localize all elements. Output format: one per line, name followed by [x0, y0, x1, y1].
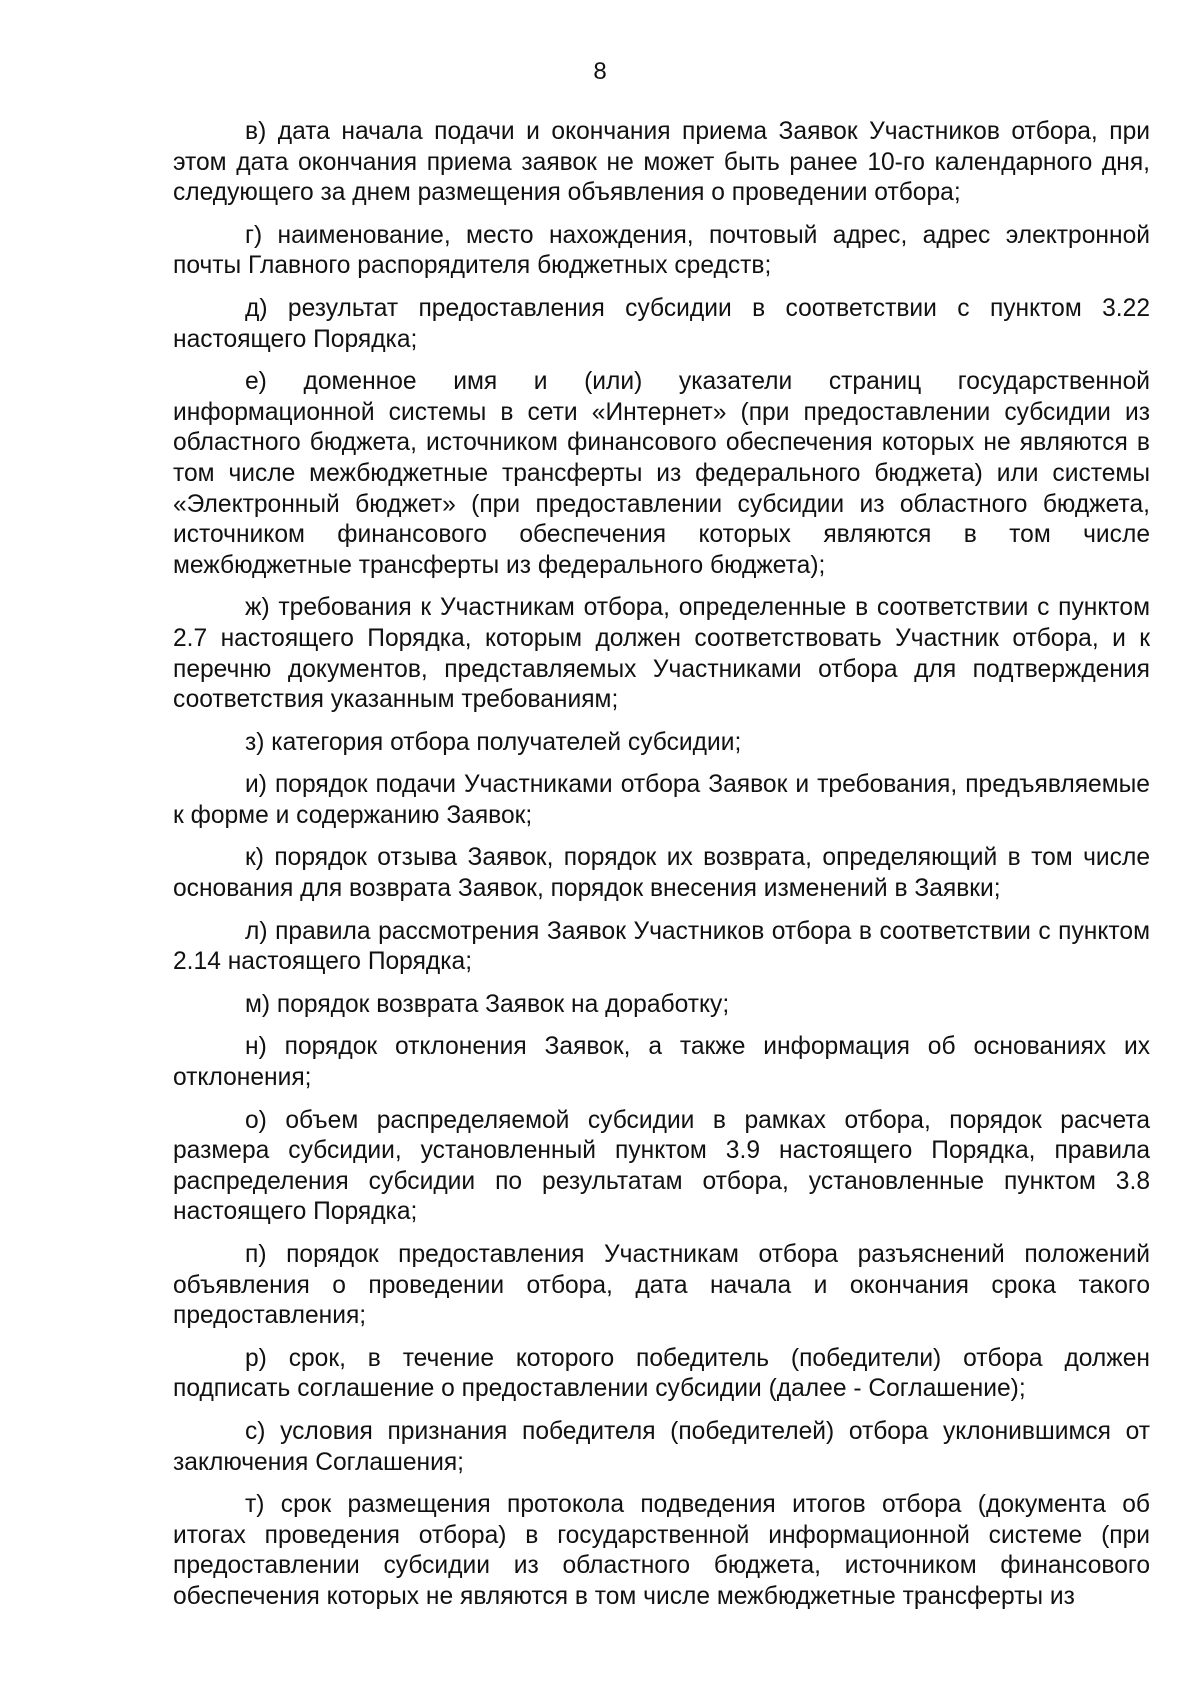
- paragraph-d: д) результат предоставления субсидии в соответствии с пунктом 3.22 настоящего Порядка;: [173, 294, 1150, 353]
- paragraph-e: е) доменное имя и (или) указатели страниц государственной информационной системы в сети «Интернет» (при предоставлении субсидии из областного бюджета, источником финансового обеспечения которых не являются в том числе межбюджетные трансферты из федерального бюджета) или системы «Электронный бюджет» (при предоставлении субсидии из областного бюджета, источником финансового обеспечения которых являются в том числе межбюджетные трансферты из федерального бюджета);: [173, 368, 1150, 579]
- paragraph-k: к) порядок отзыва Заявок, порядок их возврата, определяющий в том числе основания для возврата Заявок, порядок внесения изменений в Заявки;: [173, 844, 1150, 903]
- page-number: 8: [593, 58, 607, 85]
- document-body: [173, 117, 1150, 1625]
- paragraph-t: т) срок размещения протокола подведения итогов отбора (документа об итогах проведения отбора) в государственной информационной системе (при предоставлении субсидии из областного бюджета, источником финансового обеспечения которых не являются в том числе межбюджетные трансферты из: [173, 1491, 1150, 1610]
- paragraph-zh: ж) требования к Участникам отбора, определенные в соответствии с пунктом 2.7 настоящего Порядка, которым должен соответствовать Участник отбора, и к перечню документов, представляемых Участниками отбора для подтверждения соответствия указанным требованиям;: [173, 594, 1150, 714]
- paragraph-n: н) порядок отклонения Заявок, а также информация об основаниях их отклонения;: [173, 1033, 1150, 1092]
- paragraph-m: м) порядок возврата Заявок на доработку;: [245, 990, 730, 1018]
- paragraph-p: п) порядок предоставления Участникам отбора разъяснений положений объявления о проведении отбора, дата начала и окончания срока такого предоставления;: [173, 1241, 1150, 1330]
- paragraph-l: л) правила рассмотрения Заявок Участников отбора в соответствии с пунктом 2.14 настоящего Порядка;: [173, 917, 1150, 976]
- paragraph-i: и) порядок подачи Участниками отбора Заявок и требования, предъявляемые к форме и содержанию Заявок;: [173, 771, 1150, 829]
- paragraph-g: г) наименование, место нахождения, почтовый адрес, адрес электронной почты Главного распорядителя бюджетных средств;: [173, 221, 1150, 280]
- paragraph-s: с) условия признания победителя (победителей) отбора уклонившимся от заключения Соглашения;: [173, 1417, 1150, 1476]
- paragraph-v: в) дата начала подачи и окончания приема Заявок Участников отбора, при этом дата окончания приема заявок не может быть ранее 10-го календарного дня, следующего за днем размещения объявления о проведении отбора;: [173, 118, 1150, 207]
- paragraph-o: о) объем распределяемой субсидии в рамках отбора, порядок расчета размера субсидии, установленный пунктом 3.9 настоящего Порядка, правила распределения субсидии по результатам отбора, установленные пунктом 3.8 настоящего Порядка;: [173, 1106, 1150, 1226]
- paragraph-z: з) категория отбора получателей субсидии;: [245, 728, 742, 756]
- paragraph-r: р) срок, в течение которого победитель (победители) отбора должен подписать соглашение о предоставлении субсидии (далее - Соглашение);: [173, 1344, 1150, 1403]
